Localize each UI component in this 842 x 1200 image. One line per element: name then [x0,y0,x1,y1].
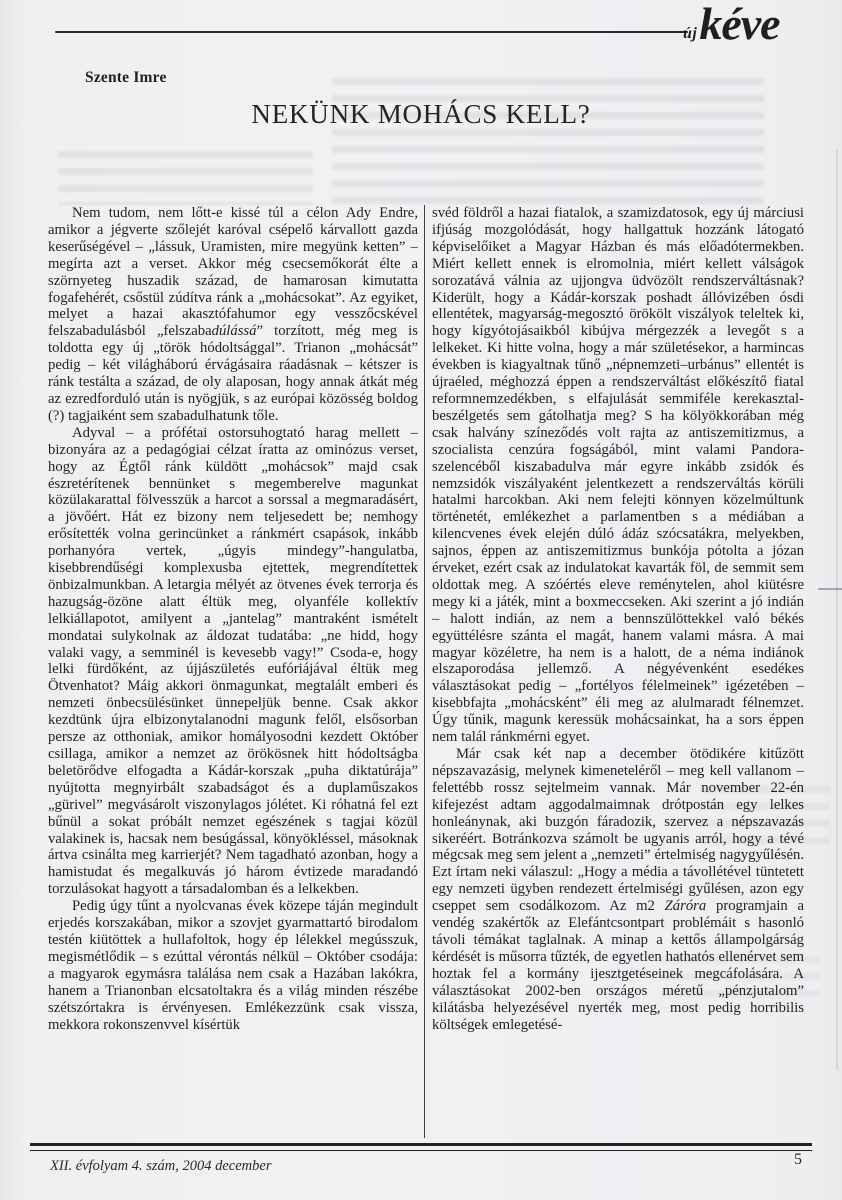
bleedthrough-ghost [332,74,764,204]
journal-logo [683,1,780,47]
article-author: Szente Imre [85,69,167,86]
page-number: 5 [794,1151,802,1168]
issue-line: XII. évfolyam 4. szám, 2004 december [50,1158,272,1174]
column-left [48,205,418,1138]
article-paragraph: Adyval – a prófétai ostorsuhogtató harag mellett – bizonyára az a pedagógiai célzat íratta az ominózus verset, hogy az Égtől ránk küldött „mohácsok” majd csak észretérítenek bennünket s megemberelve magunkat közülakarattal fölvesszük a harcot a sorssal a megmaradásért, a jövőért. Hát ez bizony nem teljesedett be; nemhogy erősítették volna gerincünket a ránkmért csapások, inkább porhanyóra vertek, „úgyis mindegy”-hangulatba, kisebbrendűségi komplexusba ejtettek, megrendítettek önbizalmunkban. A letargia mélyét az ötvenes évek terrorja és hazugság-özöne alatt éltük meg, olyanféle kollektív lelkiállapotot, amilyent a „jantelag” mantraként ismételt mondatai sulykolnak az áldozat tudatába: „ne hidd, hogy valaki vagy, a semminél is kevesebb vagy!” Csoda-e, hogy lelki fürdőként, az újjászületés eufóriájával éltük meg Ötvenhatot? Máig akkori önmagunkat, megtalált emberi és nemzeti önbecsülésünket ünnepeljük benne. Csak akkor kezdtünk újra elbizonytalanodni magunk felől, elsősorban persze az otthoniak, amikor homályosodni kezdett Október csillaga, amikor a nemzet az örökösnek hitt hódoltságba beletörődve elfogadta a Kádár-korszak „puha diktatúrája” nyújtotta megnyirbált szabadságot és a duplaműszakos „gürivel” megvásárolt viszonylagos jólétet. Ki róhatná fel ezt bűnül a sokat próbált nemzet egészének s tagjai közül valakinek is, hacsak nem besúgással, könyökléssel, másoknak ártva csinálta meg karrierjét? Nem tagadható azonban, hogy a hamistudat és megalkuvás jó három évtizede maradandó torzulásokat hagyott a társadalomban és a lelkekben. [48,424,418,898]
article-title: NEKÜNK MOHÁCS KELL? [251,99,591,129]
column-right [432,205,804,1138]
logo-prefix: új [683,25,698,42]
bleedthrough-ghost [58,147,313,205]
article-paragraph: Nem tudom, nem lőtt-e kissé túl a célon Ady Endre, amikor a jégverte szőlejét karóval csépelő kárvallott gazda keserűségével – „lássuk, Uramisten, mire megyünk ketten” – megírta azt a verset. Akkor még csecsemőkorát élte a szörnyeteg huszadik század, de hamarosan kimutatta fogafehérét, csőstül zúdítva ránk a „mohácsokat”. Az egyiket, melyet a hazai akasztófahumor egy vesszőcskével felszabadulásból „felszabadúlássá” torzított, még meg is toldotta egy új „török hódoltsággal”. Trianon „mohácsát” pedig – két világháború érvágásaira ráadásnak – kétszer is ránk testálta a század, de oly alaposan, hogy annak átkát még az ezredforduló után is nyögjük, s az európai közösség boldog (?) tagjaiként sem szabadulhatunk tőle. [48,205,418,424]
article-body [48,205,806,1138]
masthead-rule [55,31,688,33]
margin-mark [818,588,842,590]
article-paragraph: Pedig úgy tűnt a nyolcvanas évek közepe táján megindult erjedés korszakában, mikor a szovjet gyarmattartó birodalom testén kiütöttek a hullafoltok, hogy ép lélekkel megússzuk, megismétlődik – s ezúttal vérontás nélkül – Október csodája: a magyarok egymásra találása nem csak a Hazában lakókra, hanem a Trianonban elcsatoltakra és a világ minden részébe szétszórtakra is érvényesen. Emlékezzünk csak vissza, mekkora rokonszenvvel kísértük [48,898,418,1033]
scan-edge-artifact [836,150,838,1070]
article-paragraph: Már csak két nap a december ötödikére kitűzött népszavazásig, melynek kimeneteléről – meg kell vallanom – felettébb rossz sejtelmeim vannak. Már november 22-én kifejezést adtam aggodalmaimnak drótpostán egy lelkes honleánynak, aki buzgón fáradozik, szervez a népszavazás sikeréért. Botránkozva számolt be ugyanis arról, hogy a tévé mégcsak meg sem jelent a „nemzeti” értelmiség nagygyűlésén. Ezt írtam neki válaszul: „Hogy a média a távollétével tüntetett egy nemzeti ügyben rendezett értelmiségi gyűlésen, azon egy cseppet sem csodálkozom. Az m2 Záróra programjain a vendég szakértők az Elefántcsontpart problémáit s hasonló távoli témákat taglalnak. A minap a kettős állampolgárság kérdését is műsorra tűzték, de egyetlen hathatós ellenérvet sem hoztak fel a kormány ijesztgetéseinek megcáfolására. A választásokat 2002-ben országos méretű „pénzjutalom” kilátásba helyezésével nyerték meg, most pedig horribilis költségek emlegetésé- [432,746,804,1033]
column-divider [424,205,425,1138]
article-paragraph: svéd földről a hazai fiatalok, a szamizdatosok, egy új márciusi ifjúság mozgolódását, hogy hallgattuk hozzánk látogató képviselőiket a Magyar Házban és más előadótermekben. Miért kellett ennek is elromolnia, miért kellett válságok sorozatává válnia az ujjongva üdvözölt rendszerváltásnak? Kiderült, hogy a Kádár-korszak poshadt állóvizében ósdi ellentétek, magyarság-megosztó örökölt viszályok teleltek ki, hogy kígyótojásaikból kibújva mérgezzék a levegőt s a lelkeket. Ki hitte volna, hogy a már születésekor, a harmincas években is kiagyaltnak tűnő „népnemzeti–urbánus” ellentét is újraéled, méghozzá éppen a rendszerváltást előkészítő fiatal reformnemzedékben, s elfajulását semmiféle kerekasztal-beszélgetés sem gátolhatja meg? S ha kölyökkorában még csak halvány színeződés volt rajta az antiszemitizmus, a szocialista cenzúra fogságából, mint valami Pandora-szelencéből kiszabadulva már egyre inkább zsidók és nemzsidók viszályaként jelentkezett a rendszerváltás körüli hatalmi harcokban. Aki nem felejti könnyen közelmúltunk történetét, emlékezhet a parlamentben s a médiában a kilencvenes évek elején dúló ádáz szócsatákra, melyekben, sajnos, éppen az antiszemitizmus bunkója pótolta a józan érveket, ezért csak az indulatokat kavarták föl, de semmit sem oldottak meg. A szóértés eleve reménytelen, ahol kiütésre megy ki a játék, mint a boxmeccseken. Aki szerint a jó indián – halott indián, az nem a bennszülöttekkel való békés együttélésre szánta el magát, hanem valami másra. A mai magyar közéletre, ha nem is a halott, de a néma indiánok elszaporodása jellemző. A négyévenként esedékes választásokat pedig – „fortélyos félelmeinek” igézetében – kisebbfajta „mohácsként” éli meg az alulmaradt félnemzet. Úgy tűnik, magunk keressük mohácsainkat, ha a sors éppen nem talál ránkmérni egyet. [432,205,804,746]
logo-word: kéve [699,0,780,49]
footer-rule [30,1143,812,1151]
